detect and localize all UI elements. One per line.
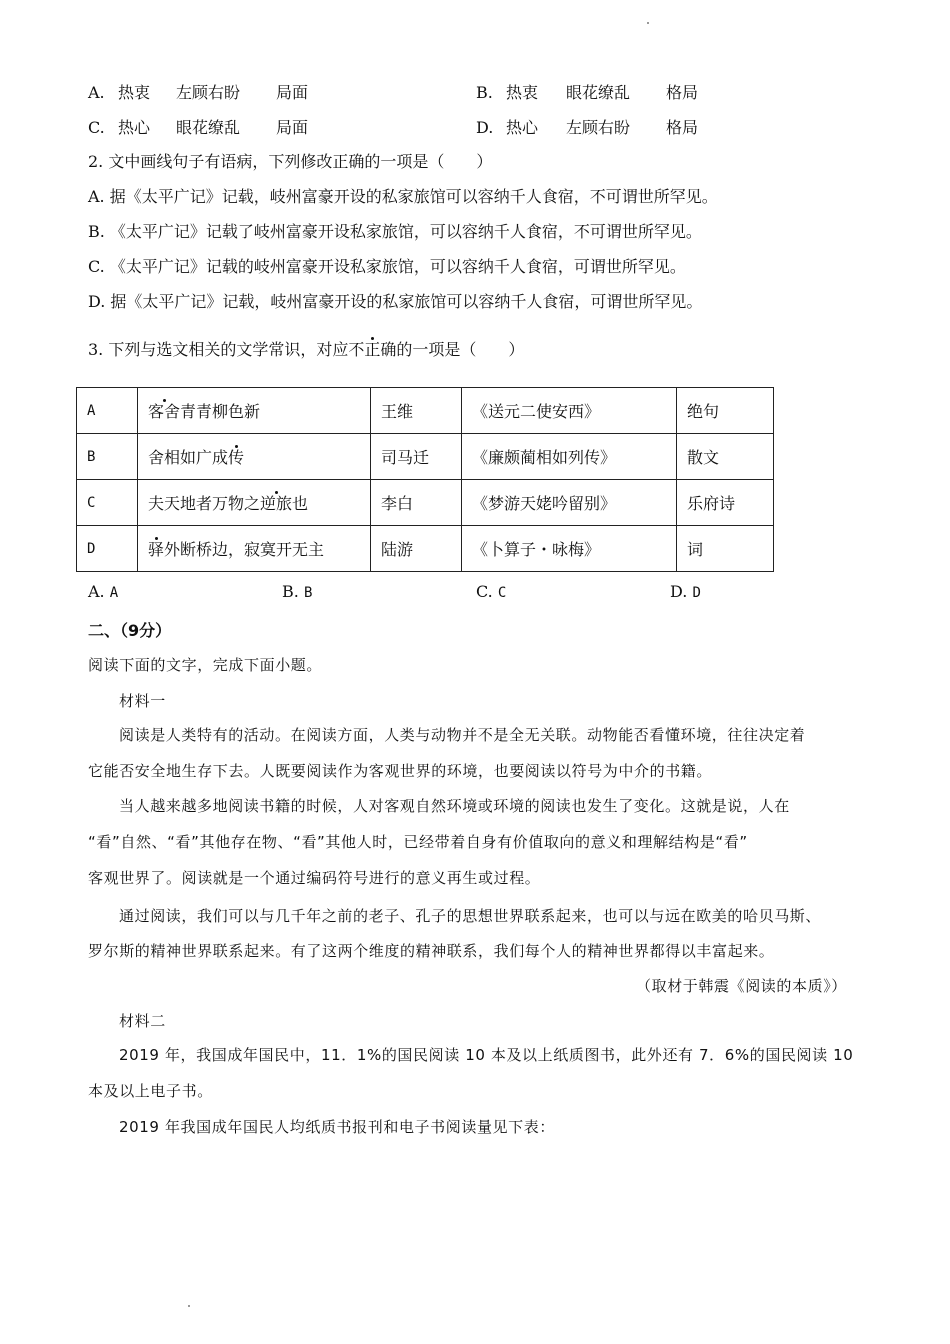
paragraph-line: 2019 年，我国成年国民中，11．1%的国民阅读 10 本及以上纸质图书，此外还有 7．6%的国民阅读 10 — [119, 1046, 854, 1064]
literature-table — [76, 387, 774, 572]
paragraph-line: 它能否安全地生存下去。人既要阅读作为客观世界的环境，也要阅读以符号为中介的书籍。 — [88, 762, 713, 780]
row-genre: 乐府诗 — [677, 480, 774, 526]
q1-option-d: D. 热心 左顾右盼 格局 — [476, 118, 699, 137]
row-genre: 散文 — [677, 434, 774, 480]
table-row — [77, 480, 774, 526]
row-author: 李白 — [371, 480, 462, 526]
table-row — [77, 388, 774, 434]
table-row — [77, 434, 774, 480]
q2-option-d: D. 据《太平广记》记载，岐州富豪开设的私家旅馆可以容纳千人食宿，可谓世所罕见。 — [88, 292, 703, 311]
q2-option-c: C. 《太平广记》记载的岐州富豪开设私家旅馆，可以容纳千人食宿，可谓世所罕见。 — [88, 257, 686, 276]
paragraph-line: 罗尔斯的精神世界联系起来。有了这两个维度的精神联系，我们每个人的精神世界都得以丰富起来。 — [88, 942, 775, 960]
row-key: B — [77, 434, 138, 480]
row-key: C — [77, 480, 138, 526]
q3-emphasis-word: 不正确 — [348, 340, 397, 359]
material-one-title: 材料一 — [119, 692, 166, 710]
row-author: 陆游 — [371, 526, 462, 572]
row-work: 《卜算子・咏梅》 — [462, 526, 677, 572]
row-work: 《梦游天姥吟留别》 — [462, 480, 677, 526]
q3-answer-c: C. C — [476, 582, 507, 601]
table-row — [77, 526, 774, 572]
paragraph-line: 当人越来越多地阅读书籍的时候，人对客观自然环境或环境的阅读也发生了变化。这就是说，人在 — [119, 797, 790, 815]
scan-mark — [647, 22, 649, 24]
reading-intro: 阅读下面的文字，完成下面小题。 — [88, 656, 323, 674]
q3-answer-b: B. B — [282, 582, 313, 601]
scan-mark — [188, 1305, 190, 1307]
row-genre: 绝句 — [677, 388, 774, 434]
q1-option-c: C. 热心 眼花缭乱 局面 — [88, 118, 309, 137]
material-two-title: 材料二 — [119, 1012, 166, 1030]
paragraph-line: 阅读是人类特有的活动。在阅读方面，人类与动物并不是全无关联。动物能否看懂环境，往往决定着 — [119, 726, 806, 744]
row-line: 夫天地者万物之逆旅也 — [138, 480, 371, 526]
row-key: A — [77, 388, 138, 434]
q2-stem: 2. 文中画线句子有语病，下列修改正确的一项是（ ） — [88, 152, 493, 171]
row-key: D — [77, 526, 138, 572]
q3-answer-d: D. D — [670, 582, 701, 601]
row-work: 《廉颇蔺相如列传》 — [462, 434, 677, 480]
row-genre: 词 — [677, 526, 774, 572]
q3-stem: 3. 下列与选文相关的文学常识，对应不正确的一项是（ ） — [88, 340, 525, 359]
paragraph-line: 2019 年我国成年国民人均纸质书报刊和电子书阅读量见下表： — [119, 1118, 555, 1136]
paragraph-line: “看”自然、“看”其他存在物、“看”其他人时，已经带着自身有价值取向的意义和理解结构是“看” — [88, 833, 748, 851]
row-line: 客舍青青柳色新 — [138, 388, 371, 434]
q2-option-a: A. 据《太平广记》记载，岐州富豪开设的私家旅馆可以容纳千人食宿，不可谓世所罕见。 — [88, 187, 718, 206]
row-line: 驿外断桥边，寂寞开无主 — [138, 526, 371, 572]
row-work: 《送元二使安西》 — [462, 388, 677, 434]
row-author: 司马迁 — [371, 434, 462, 480]
paragraph-line: 本及以上电子书。 — [88, 1082, 213, 1100]
section-heading: 二、（9分） — [88, 621, 172, 640]
paragraph-line: 通过阅读，我们可以与几千年之前的老子、孔子的思想世界联系起来，也可以与远在欧美的哈贝马斯、 — [119, 907, 822, 925]
material-one-source: （取材于韩震《阅读的本质》） — [636, 977, 847, 995]
row-line: 舍相如广成传 — [138, 434, 371, 480]
row-author: 王维 — [371, 388, 462, 434]
q1-option-b: B. 热衷 眼花缭乱 格局 — [476, 83, 699, 102]
q1-option-a: A. 热衷 左顾右盼 局面 — [88, 83, 309, 102]
q3-answer-a: A. A — [88, 582, 119, 601]
paragraph-line: 客观世界了。阅读就是一个通过编码符号进行的意义再生或过程。 — [88, 869, 541, 887]
q2-option-b: B. 《太平广记》记载了岐州富豪开设私家旅馆，可以容纳千人食宿，不可谓世所罕见。 — [88, 222, 702, 241]
